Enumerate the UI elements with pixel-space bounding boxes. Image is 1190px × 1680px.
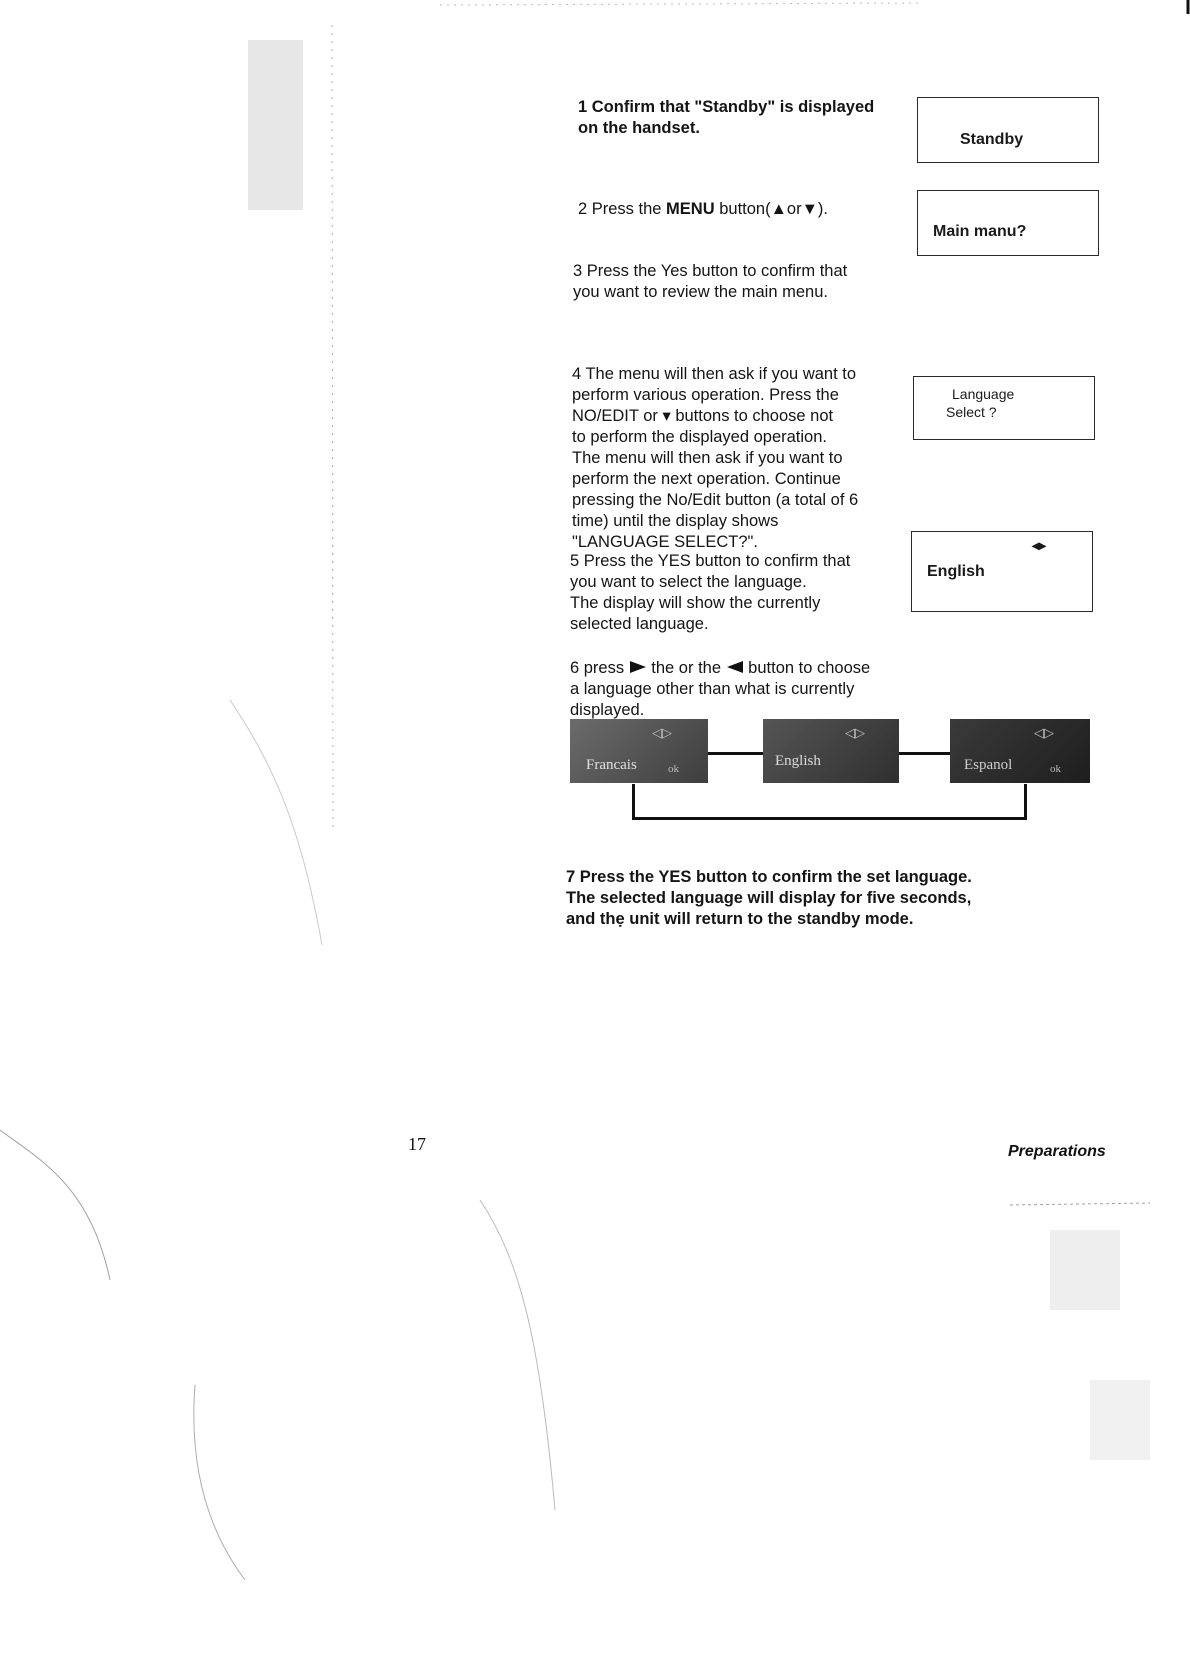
lcd-francais [570,719,708,783]
loop-right [1024,784,1027,820]
step-6-part-b: the or the [646,659,726,677]
lcd-espanol-ok: ok [1050,763,1061,775]
step-2-text [578,178,828,220]
step-2-suffix: button(▲or▼). [714,200,829,218]
lcd-standby-text: Standby [960,131,1024,148]
lcd-english [911,531,1093,612]
lcd-francais-arrows-icon: ◁▷ [652,725,672,740]
step-5-text: 5 Press the YES button to confirm that you want to select the language. The display will show the currently selected language. [570,552,851,633]
step-6-text [570,637,870,721]
lcd-espanol [950,719,1090,783]
lcd-standby [917,97,1099,163]
lcd-language-line2: Select ? [946,404,997,420]
connector-2-3 [897,752,951,755]
lcd-english-dark-arrows-icon: ◁▷ [845,725,865,740]
lcd-english-dark-label: English [775,753,821,769]
step-6-part-a: 6 press [570,659,629,677]
section-title: Preparations [1008,1143,1106,1160]
left-triangle-icon [726,660,744,674]
step-3-text: 3 Press the Yes button to confirm that you want to review the main menu. [573,262,848,301]
lcd-espanol-arrows-icon: ◁▷ [1034,725,1054,740]
lcd-english-arrows-icon: ◂▸ [1032,537,1047,553]
loop-left [632,784,635,820]
page-number: 17 [408,1134,426,1154]
lcd-english-dark [763,719,899,783]
lcd-english-text: English [927,563,985,580]
step-4-text: 4 The menu will then ask if you want to perform various operation. Press the NO/EDIT or ▾ buttons to choose not to perform the displayed operation. The menu will then ask if you want to perform the next operation. Continue pressing the No/Edit button (a total of 6 time) until the display shows "LANGUAGE SELECT?". [572,365,859,551]
step-1-text: 1 Confirm that "Standby" is displayed on the handset. [578,98,875,137]
step-7-text: 7 Press the YES button to confirm the set language. The selected language will display for five seconds, and thẹ unit will return to the standby mode. [566,868,972,928]
lcd-main-menu [917,190,1099,256]
step-6-part-c: button to choose a language other than what is currently displayed. [570,659,871,719]
lcd-main-menu-text: Main manu? [933,223,1027,240]
lcd-francais-label: Francais [586,757,637,773]
connector-1-2 [707,752,764,755]
loop-bottom [632,817,1027,820]
lcd-espanol-label: Espanol [964,757,1013,773]
menu-button-label: MENU [666,200,715,218]
lcd-francais-ok: ok [668,763,679,775]
step-2-prefix: 2 Press the [578,200,667,218]
lcd-language-line1: Language [952,386,1015,402]
lcd-language-select [913,376,1095,440]
right-triangle-icon [629,660,647,674]
